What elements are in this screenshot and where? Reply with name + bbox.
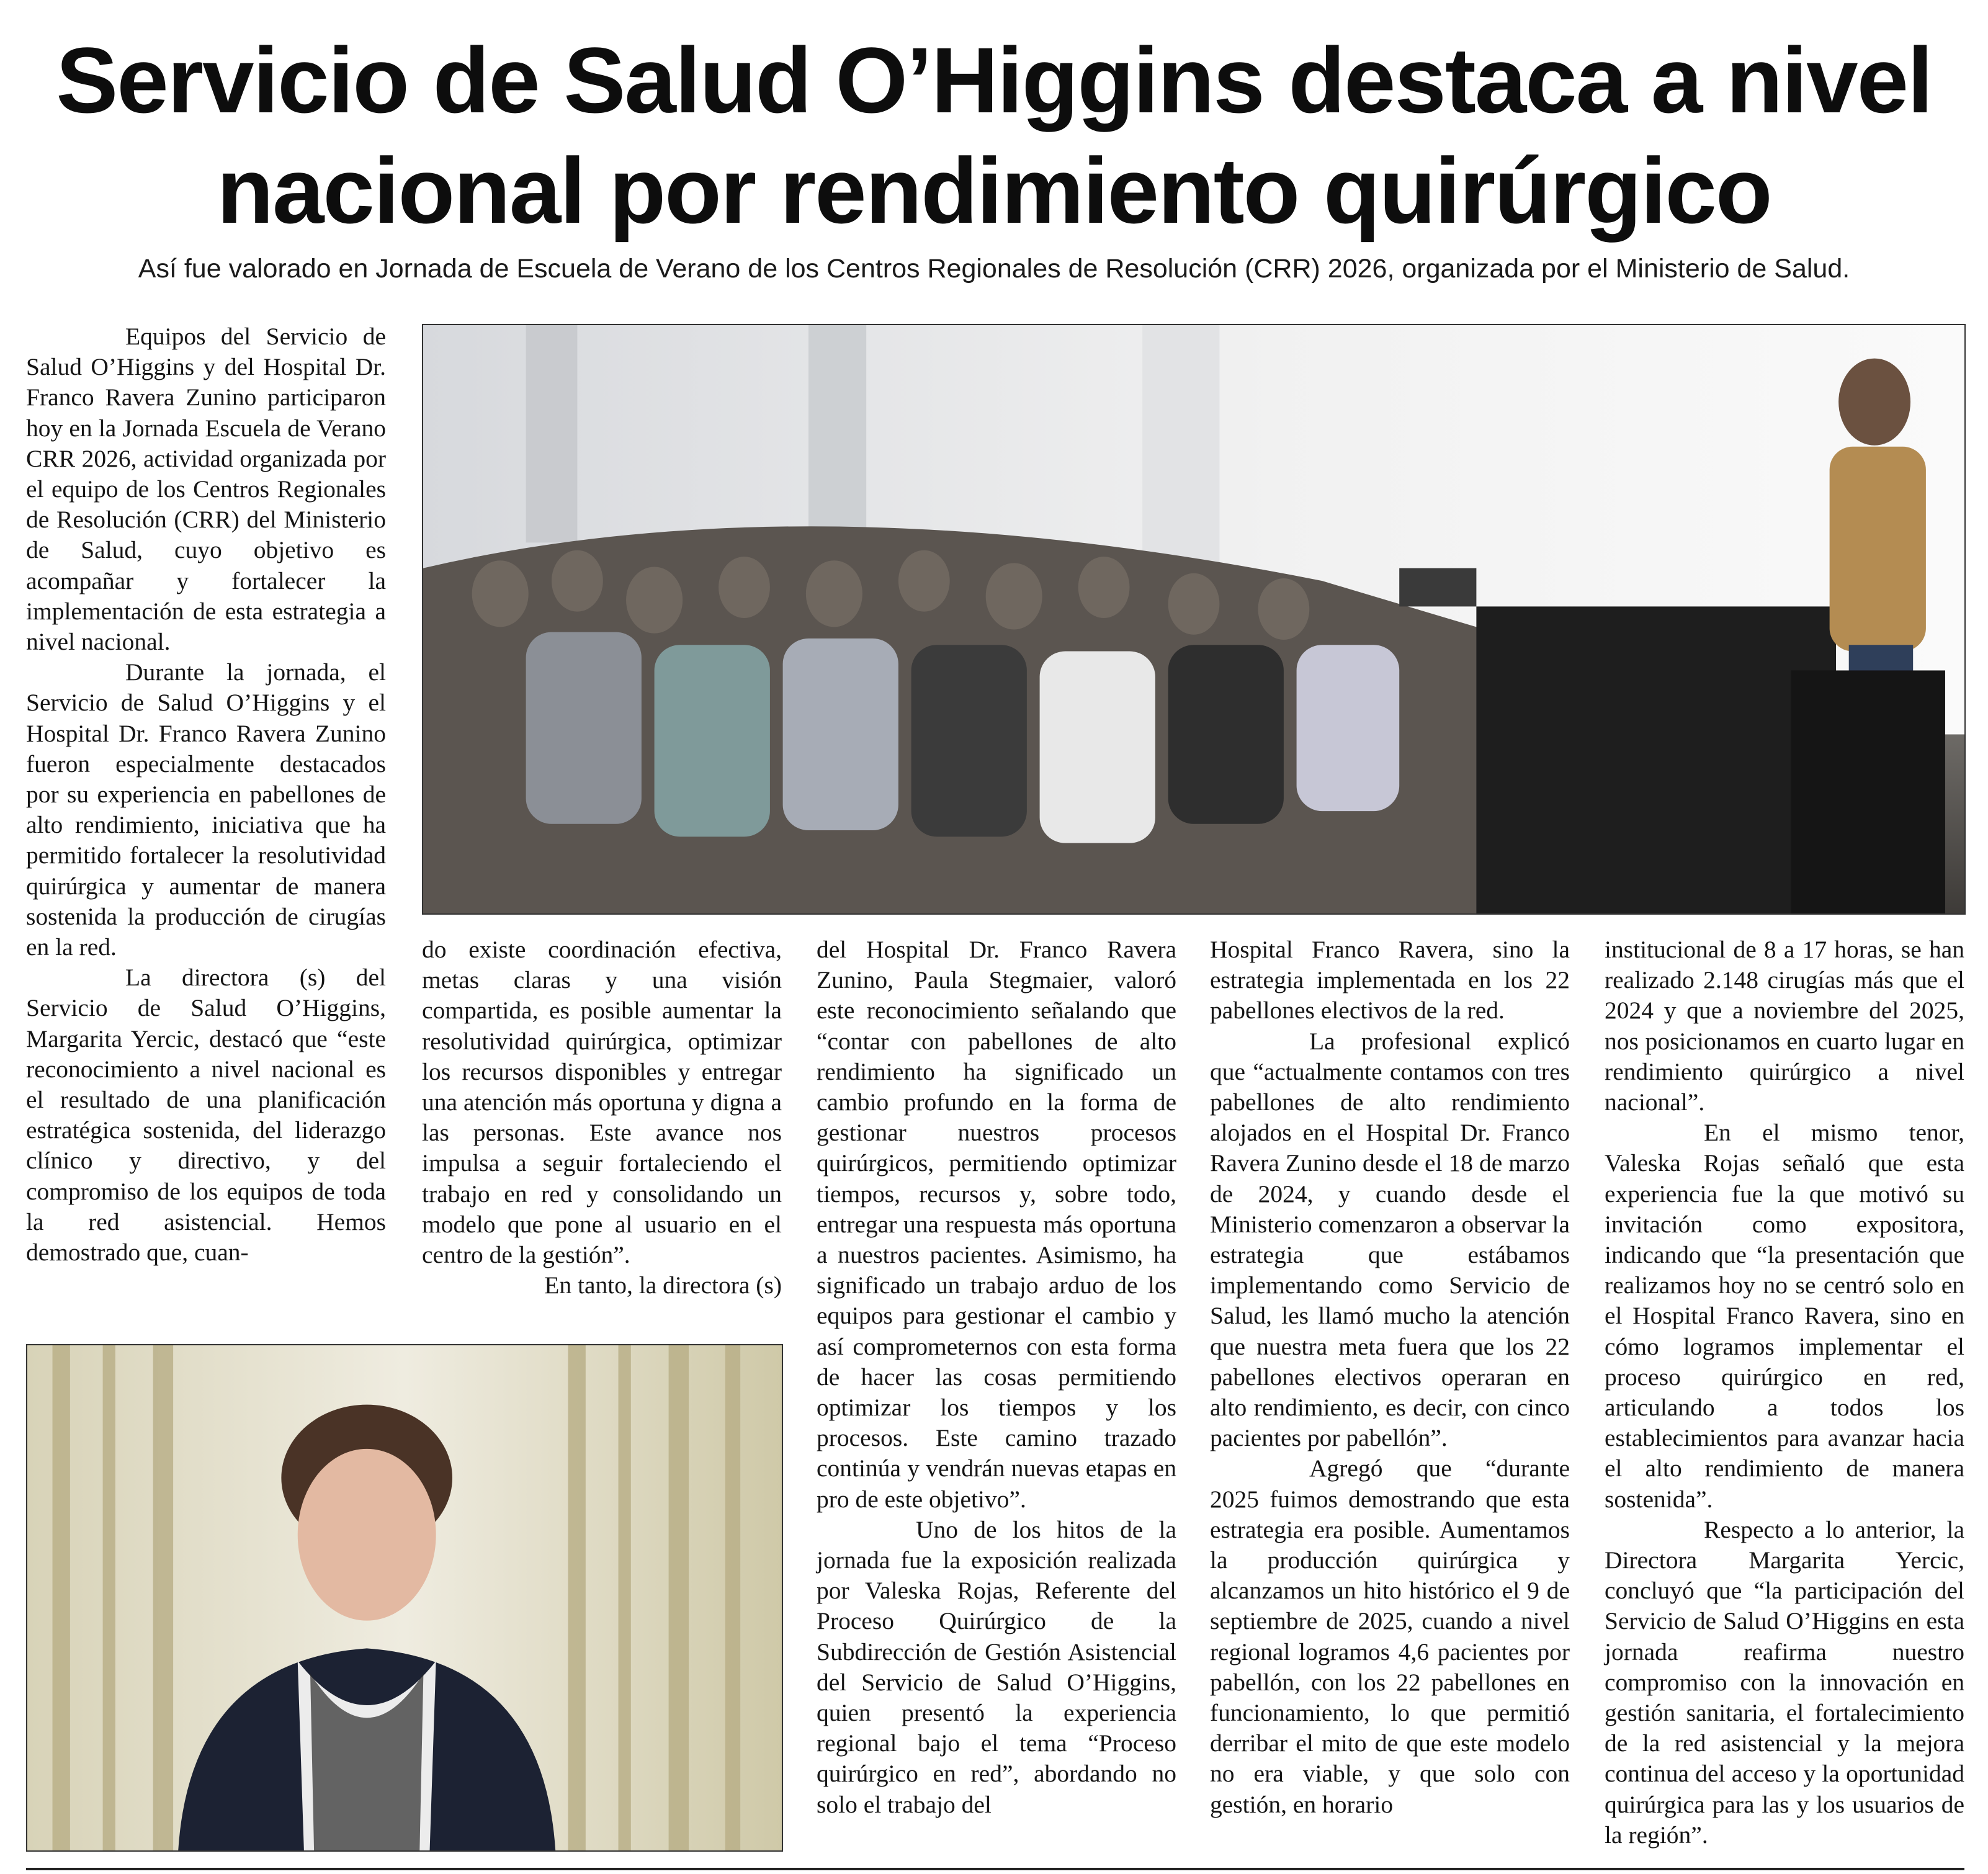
paragraph: do existe coordinación efectiva, metas claras y una visión compartida, es posible aumentar la resolutividad quirúrgica, optimizar los recursos disponibles y entregar una atención más oportuna y digna a las personas. Este avance nos impulsa a seguir fortaleciendo el trabajo en red y consolidando un modelo que pone al usuario en el centro de la gestión”. bbox=[422, 936, 782, 1269]
article-column-3 bbox=[817, 935, 1176, 1853]
audience-presentation-photo bbox=[422, 324, 1966, 915]
paragraph: Respecto a lo anterior, la Directora Margarita Yercic, concluyó que “la participación del Servicio de Salud O’Higgins en esta jornada reafirma nuestro compromiso con la innovación en gestión sanitaria, el fortalecimiento de la red asistencial y la mejora continua del acceso y la oportunidad quirúrgica para las y los usuarios de la región”. bbox=[1605, 1515, 1964, 1849]
paragraph: La directora (s) del Servicio de Salud O’Higgins, Margarita Yercic, destacó que “este reconocimiento a nivel nacional es el resultado de una planificación estratégica sostenida, del liderazgo clínico y directivo, y del compromiso de los equipos de toda la red asistencial. Hemos demostrado que, cuan- bbox=[26, 964, 386, 1267]
paragraph: Uno de los hitos de la jornada fue la exposición realizada por Valeska Rojas, Referente del Proceso Quirúrgico de la Subdirección de Gestión Asistencial del Servicio de Salud O’Higgins, quien presentó la experiencia regional bajo el tema “Proceso quirúrgico en red”, abordando no solo el trabajo del bbox=[817, 1515, 1176, 1818]
bottom-rule bbox=[26, 1868, 1964, 1870]
paragraph: Durante la jornada, el Servicio de Salud O’Higgins y el Hospital Dr. Franco Ravera Zunino fueron especialmente destacados por su experiencia en pabellones de alto rendimiento, iniciativa que ha permitido fortalecer la resolutividad quirúrgica y aumentar de manera sostenida la producción de cirugías en la red. bbox=[26, 658, 386, 961]
subheadline: Así fue valorado en Jornada de Escuela de Verano de los Centros Regionales de Resolución (CRR) 2026, organizada por el Ministerio de Salud. bbox=[138, 254, 1850, 284]
article-column-1 bbox=[26, 321, 386, 1320]
headline: Servicio de Salud O’Higgins destaca a nivel nacional por rendimiento quirúrgico bbox=[56, 28, 1932, 243]
article-column-5 bbox=[1605, 935, 1964, 1853]
article-column-2 bbox=[422, 935, 782, 1344]
paragraph: Hospital Franco Ravera, sino la estrategia implementada en los 22 pabellones electivos de la red. bbox=[1210, 936, 1570, 1024]
paragraph: del Hospital Dr. Franco Ravera Zunino, Paula Stegmaier, valoró este reconocimiento señalando que “contar con pabellones de alto rendimiento ha significado un cambio profundo en la forma de gestionar nuestros procesos quirúrgicos, permitiendo optimizar tiempos, recursos y, sobre todo, entregar una respuesta más oportuna a nuestros pacientes. Asimismo, ha significado un trabajo arduo de los equipos para gestionar el cambio y así comprometernos con esta forma de hacer las cosas permitiendo optimizar los tiempos y los procesos. Este camino trazado continúa y vendrán nuevas etapas en pro de este objetivo”. bbox=[817, 936, 1176, 1513]
article-column-4 bbox=[1210, 935, 1570, 1853]
paragraph: Equipos del Servicio de Salud O’Higgins y del Hospital Dr. Franco Ravera Zunino participaron hoy en la Jornada Escuela de Verano CRR 2026, actividad organizada por el equipo de los Centros Regionales de Resolución (CRR) del Ministerio de Salud, cuyo objetivo es acompañar y fortalecer la implementación de esta estrategia a nivel nacional. bbox=[26, 323, 386, 656]
paragraph: En tanto, la directora (s) bbox=[544, 1271, 782, 1299]
paragraph: Agregó que “durante 2025 fuimos demostrando que esta estrategia era posible. Aumentamos la producción quirúrgica y alcanzamos un hito histórico el 9 de septiembre de 2025, cuando a nivel regional logramos 4,6 pacientes por pabellón, con los 22 pabellones en funcionamiento, lo que permitió derribar el mito de que este modelo no era viable, y que solo con gestión, en horario bbox=[1210, 1455, 1570, 1818]
paragraph: La profesional explicó que “actualmente contamos con tres pabellones de alto rendimiento alojados en el Hospital Dr. Franco Ravera Zunino desde el 18 de marzo de 2024, y cuando desde el Ministerio comenzaron a observar la estrategia que estábamos implementando como Servicio de Salud, les llamó mucho la atención que nuestra meta fuera que los 22 pabellones electivos operaran en alto rendimiento, es decir, con cinco pacientes por pabellón”. bbox=[1210, 1027, 1570, 1452]
paragraph: institucional de 8 a 17 horas, se han realizado 2.148 cirugías más que el 2024 y que a noviembre del 2025, nos posicionamos en cuarto lugar en rendimiento quirúrgico a nivel nacional”. bbox=[1605, 936, 1964, 1116]
paragraph: En el mismo tenor, Valeska Rojas señaló que esta experiencia fue la que motivó su invitación como expositora, indicando que “la presentación que realizamos hoy no se centró solo en el Hospital Franco Ravera, sino en cómo logramos implementar el proceso quirúrgico en red, articulando a todos los establecimientos para avanzar hacia el alto rendimiento de manera sostenida”. bbox=[1605, 1119, 1964, 1513]
director-portrait-photo bbox=[26, 1344, 783, 1852]
